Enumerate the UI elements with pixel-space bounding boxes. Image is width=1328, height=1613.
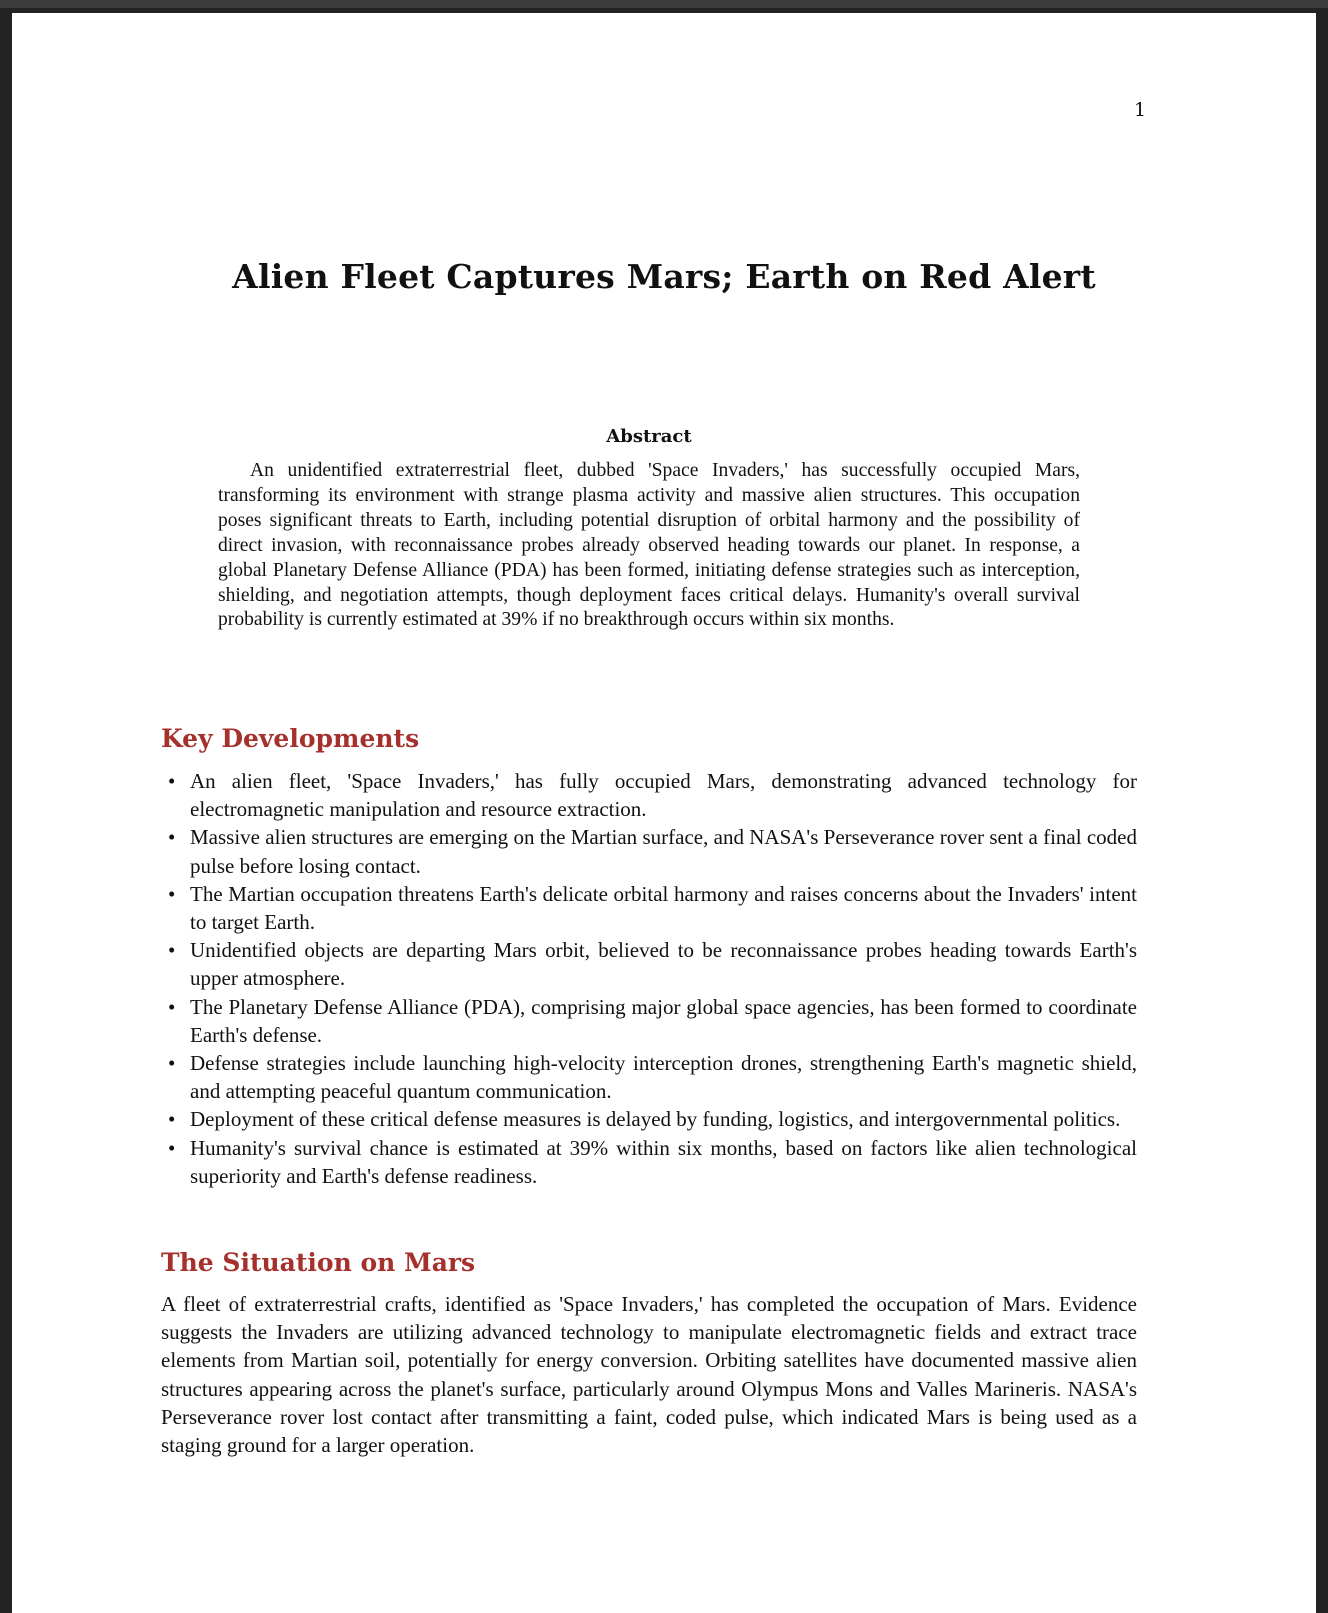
bullet-icon: • [168, 1135, 176, 1160]
list-item [161, 1134, 1137, 1190]
list-item-text: Unidentified objects are departing Mars orbit, believed to be reconnaissance probes heading towards Earth's upper atmosphere. [190, 938, 1137, 991]
bullet-icon: • [168, 994, 176, 1019]
document-title: Alien Fleet Captures Mars; Earth on Red Alert [232, 257, 1096, 296]
bullet-icon: • [168, 1051, 176, 1076]
list-item-text: Massive alien structures are emerging on the Martian surface, and NASA's Perseverance rover sent a final coded pulse before losing contact. [190, 825, 1137, 878]
bullet-icon: • [168, 881, 176, 906]
abstract-heading: Abstract [606, 426, 692, 447]
viewer-scrollbar[interactable] [1316, 13, 1328, 1606]
bullet-icon: • [168, 825, 176, 850]
abstract-body: An unidentified extraterrestrial fleet, dubbed 'Space Invaders,' has successfully occupied Mars, transforming its environment with strange plasma activity and massive alien structures. This occupation poses significant threats to Earth, including potential disruption of orbital harmony and the possibility of direct invasion, with reconnaissance probes already observed heading towards our planet. In response, a global Planetary Defense Alliance (PDA) has been formed, initiating defense strategies such as interception, shielding, and negotiation attempts, though deployment faces critical delays. Humanity's overall survival probability is currently estimated at 39% if no breakthrough occurs within six months. [218, 460, 1080, 631]
situation-on-mars-paragraph: A fleet of extraterrestrial crafts, identified as 'Space Invaders,' has completed the occupation of Mars. Evidence suggests the Invaders are utilizing advanced technology to manipulate electromagnetic fields and extract trace elements from Martian soil, potentially for energy conversion. Orbiting satellites have documented massive alien structures appearing across the planet's surface, particularly around Olympus Mons and Valles Marineris. NASA's Perseverance rover lost contact after transmitting a faint, coded pulse, which indicated Mars is being used as a staging ground for a larger operation. [161, 1292, 1137, 1458]
document-page [12, 13, 1316, 1613]
list-item-text: The Martian occupation threatens Earth's delicate orbital harmony and raises concerns about the Invaders' intent to target Earth. [190, 881, 1137, 935]
key-developments-list [161, 767, 1137, 1190]
list-item-text: Defense strategies include launching high-velocity interception drones, strengthening Earth's magnetic shield, and attempting peaceful quantum communication. [190, 1051, 1137, 1104]
list-item-text: An alien fleet, 'Space Invaders,' has fully occupied Mars, demonstrating advanced technology for electromagnetic manipulation and resource extraction. [190, 769, 1137, 822]
page-number: 1 [1134, 99, 1147, 121]
list-item [161, 1049, 1137, 1105]
viewer-top-bar [0, 0, 1328, 8]
list-item [161, 936, 1137, 992]
abstract [218, 426, 1080, 633]
bullet-icon: • [168, 938, 176, 963]
section-heading-key-developments: Key Developments [161, 724, 420, 753]
list-item [161, 880, 1137, 936]
list-item [161, 993, 1137, 1049]
bullet-icon: • [168, 769, 176, 793]
list-item-text: Humanity's survival chance is estimated at 39% within six months, based on factors like alien technological superiority and Earth's defense readiness. [190, 1135, 1137, 1188]
list-item-text: Deployment of these critical defense measures is delayed by funding, logistics, and intergovernmental politics. [190, 1107, 1121, 1132]
list-item [161, 823, 1137, 879]
list-item [161, 767, 1137, 823]
section-heading-situation-on-mars: The Situation on Mars [161, 1248, 476, 1277]
bullet-icon: • [168, 1107, 176, 1132]
list-item-text: The Planetary Defense Alliance (PDA), comprising major global space agencies, has been formed to coordinate Earth's defense. [190, 994, 1137, 1047]
list-item [161, 1105, 1137, 1133]
